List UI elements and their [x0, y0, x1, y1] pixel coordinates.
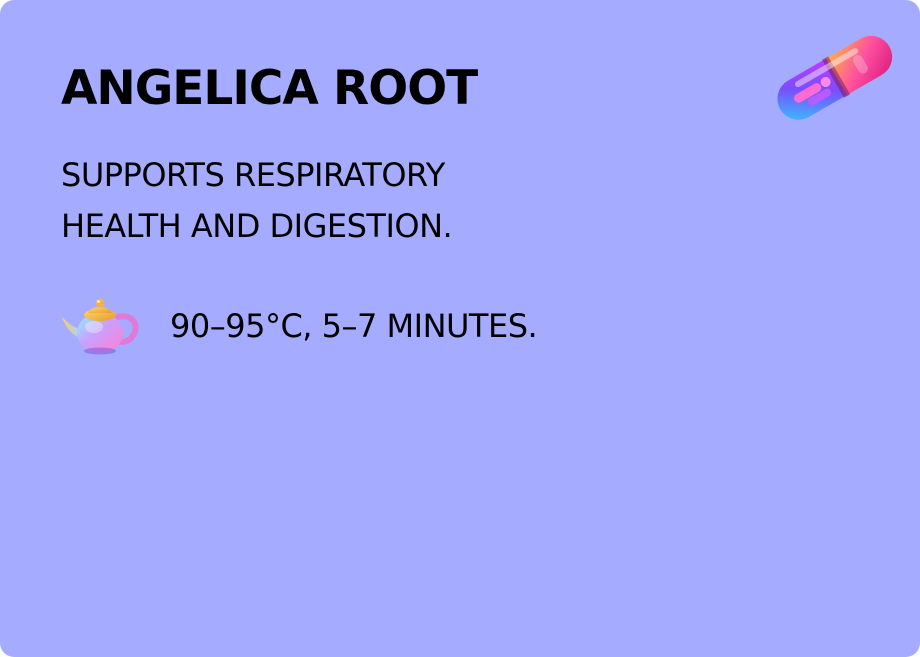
capsule-icon: [768, 20, 904, 132]
teapot-icon: [60, 293, 140, 359]
description-line-2: HEALTH AND DIGESTION.: [61, 207, 453, 245]
brewing-instructions: [60, 293, 537, 359]
herb-description: [61, 150, 491, 252]
brewing-text: 90–95°C, 5–7 MINUTES.: [170, 307, 538, 345]
herb-title: ANGELICA ROOT: [61, 61, 478, 116]
description-line-1: SUPPORTS RESPIRATORY: [61, 156, 445, 194]
